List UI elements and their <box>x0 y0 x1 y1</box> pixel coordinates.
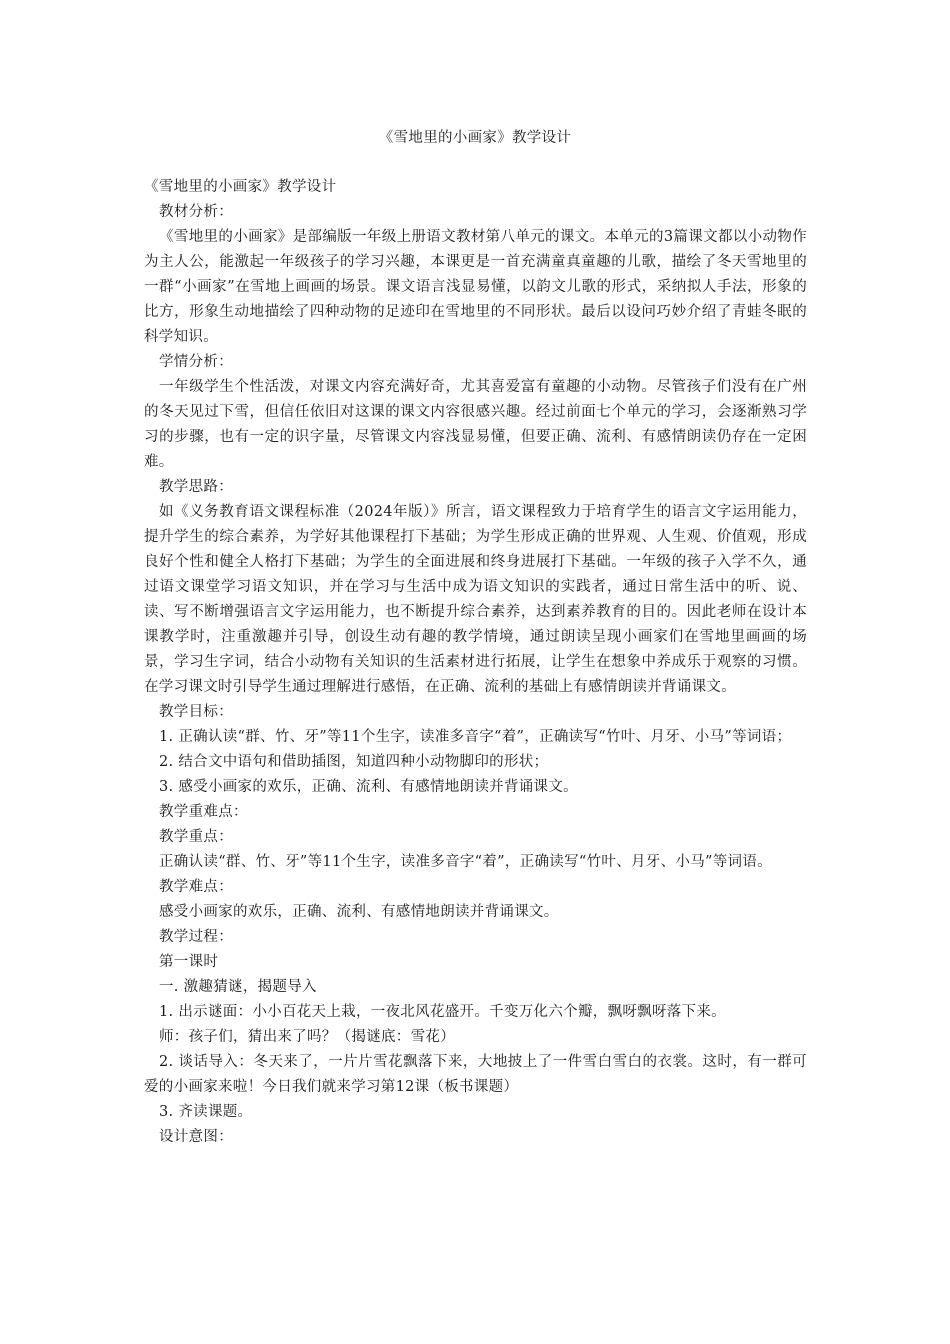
section-heading: 教学难点： <box>159 879 233 895</box>
section-heading: 学情分析： <box>159 354 233 370</box>
paragraph: 师：孩子们，猜出来了吗？（揭谜底：雪花） <box>159 1029 455 1045</box>
list-item: 2. 谈话导入：冬天来了，一片片雪花飘落下来，大地披上了一件雪白雪白的衣裳。这时，有一群可爱的小画家来啦！今日我们就来学习第12课（板书课题） <box>144 1054 807 1095</box>
document-title: 《雪地里的小画家》教学设计 <box>378 130 572 146</box>
list-item: 1. 正确认读“群、竹、牙”等11个生字，读准多音字“着”，正确读写“竹叶、月牙、小马”等词语； <box>159 729 792 745</box>
section-heading: 教学思路： <box>159 479 233 495</box>
paragraph: 《雪地里的小画家》是部编版一年级上册语文教材第八单元的课文。本单元的3篇课文都以小动物作为主人公，能激起一年级孩子的学习兴趣，本课更是一首充满童真童趣的儿歌，描绘了冬天雪地里的一群“小画家”在雪地上画画的场景。课文语言浅显易懂，以韵文儿歌的形式，采纳拟人手法，形象的比方，形象生动地描绘了四种动物的足迹印在雪地里的不同形状。最后以设问巧妙介绍了青蛙冬眠的科学知识。 <box>144 229 807 345</box>
list-item: 3. 齐读课题。 <box>159 1104 253 1120</box>
section-heading: 第一课时 <box>159 954 219 970</box>
section-heading: 教学过程： <box>159 929 233 945</box>
section-heading: 教材分析： <box>159 204 233 220</box>
paragraph: 感受小画家的欢乐，正确、流利、有感情地朗读并背诵课文。 <box>159 904 559 920</box>
paragraph: 如《义务教育语文课程标准（2024年版）》所言，语文课程致力于培育学生的语言文字运用能力，提升学生的综合素养，为学好其他课程打下基础；为学生形成正确的世界观、人生观、价值观，形成良好个性和健全人格打下基础；为学生的全面进展和终身进展打下基础。一年级的孩子入学不久，通过语文课堂学习语文知识，并在学习与生活中成为语文知识的实践者，通过日常生活中的听、说、读、写不断增强语言文字运用能力，也不断提升综合素养，达到素养教育的目的。因此老师在设计本课教学时，注重激趣并引导，创设生动有趣的教学情境，通过朗读呈现小画家们在雪地里画画的场景，学习生字词，结合小动物有关知识的生活素材进行拓展，让学生在想象中养成乐于观察的习惯。在学习课文时引导学生通过理解进行感悟，在正确、流利的基础上有感情朗读并背诵课文。 <box>144 504 807 695</box>
section-heading: 教学重难点： <box>159 804 248 820</box>
list-item: 1. 出示谜面：小小百花天上栽，一夜北风花盛开。千变万化六个瓣，飘呀飘呀落下来。 <box>159 1004 726 1020</box>
list-item: 3. 感受小画家的欢乐，正确、流利、有感情地朗读并背诵课文。 <box>159 779 578 795</box>
list-item: 2. 结合文中语句和借助插图，知道四种小动物脚印的形状； <box>159 754 549 770</box>
paragraph: 一年级学生个性活泼，对课文内容充满好奇，尤其喜爱富有童趣的小动物。尽管孩子们没有在广州的冬天见过下雪，但信任依旧对这课的课文内容很感兴趣。经过前面七个单元的学习，会逐渐熟习学习的步骤，也有一定的识字量，尽管课文内容浅显易懂，但要正确、流利、有感情朗读仍存在一定困难。 <box>144 379 807 470</box>
section-heading: 设计意图： <box>159 1129 233 1145</box>
document-body <box>144 175 807 1150</box>
section-heading: 一. 激趣猜谜，揭题导入 <box>159 979 317 995</box>
section-heading: 教学目标： <box>159 704 233 720</box>
paragraph: 正确认读“群、竹、牙”等11个生字，读准多音字“着”，正确读写“竹叶、月牙、小马”等词语。 <box>159 854 772 870</box>
section-heading: 教学重点： <box>159 829 233 845</box>
paragraph: 《雪地里的小画家》教学设计 <box>144 179 337 195</box>
